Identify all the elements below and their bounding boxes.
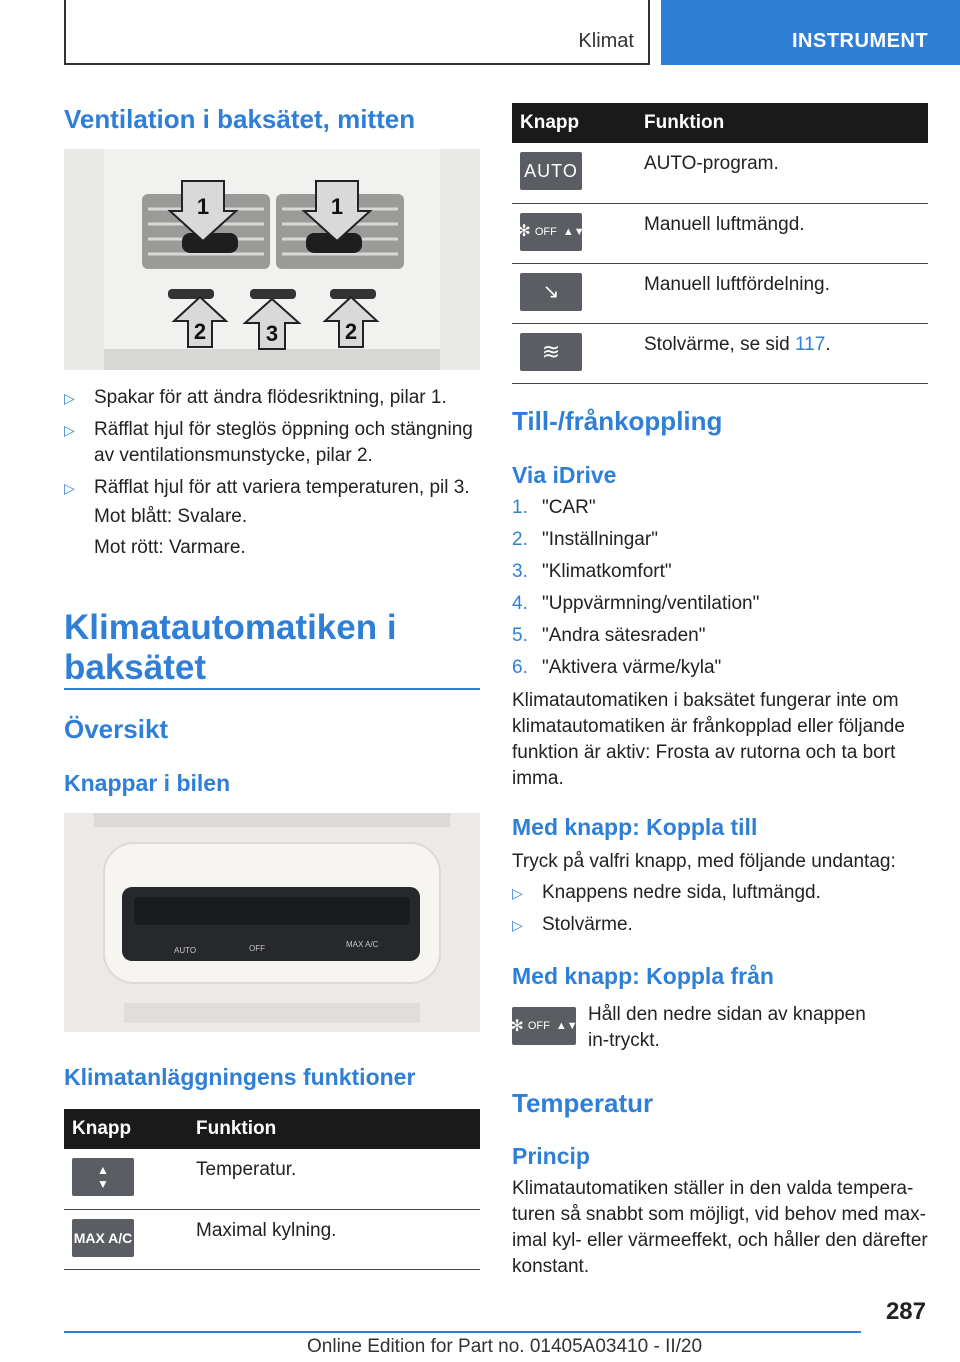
onoff-paragraph: Klimatautomatiken i baksätet fungerar inte om klimatautomatiken är frånkopplad eller följande funktion är aktiv: Frosta av rutorna och ta bort imma. xyxy=(512,690,905,789)
heading-temperature: Temperatur xyxy=(512,1088,654,1118)
function-text: Maximal kylning. xyxy=(188,1209,480,1269)
switch-off-text: Håll den nedre sidan av knappen in-tryckt. xyxy=(588,1004,866,1051)
vent-bullet-list xyxy=(64,385,480,507)
switch-on-text: Tryck på valfri knapp, med följande undantag: xyxy=(512,851,896,872)
fan-off-icon: ✻ OFF ▲▼ xyxy=(520,213,582,251)
fan-off-icon: ✻ OFF ▲▼ xyxy=(512,1007,576,1045)
arrow-label-3: 3 xyxy=(265,321,279,346)
heading-switch-off: Med knapp: Koppla från xyxy=(512,963,774,989)
auto-icon: AUTO xyxy=(520,152,582,190)
section-title: Klimat xyxy=(578,30,634,52)
functions-table-left xyxy=(64,1109,480,1270)
triangle-bullet-icon: ▷ xyxy=(512,885,523,901)
list-item: ▷ Spakar för att ändra flödesriktning, pilar 1. xyxy=(64,385,480,411)
list-item: 3. "Klimatkomfort" xyxy=(512,561,672,582)
note-cooler: Mot blått: Svalare. xyxy=(94,506,248,527)
table-row xyxy=(64,1149,480,1209)
list-item: 4. "Uppvärmning/ventilation" xyxy=(512,593,760,614)
list-item: 1. "CAR" xyxy=(512,497,596,518)
heading-overview: Översikt xyxy=(64,714,169,744)
tab-instrument[interactable]: INSTRUMENT xyxy=(661,0,960,65)
functions-table-right xyxy=(512,103,928,384)
heading-principle: Princip xyxy=(512,1143,590,1169)
page-number: 287 xyxy=(885,1298,926,1325)
seat-heating-icon: ≋ xyxy=(520,333,582,371)
function-text: Manuell luftfördelning. xyxy=(636,263,928,323)
list-item: ▷ Knappens nedre sida, luftmängd. xyxy=(512,880,928,906)
panel-label-off: OFF xyxy=(249,944,265,953)
col-header-function: Funktion xyxy=(636,103,928,143)
col-header-button: Knapp xyxy=(512,103,636,143)
list-item: 2. "Inställningar" xyxy=(512,529,658,550)
list-item: ▷ Stolvärme. xyxy=(512,912,928,938)
climate-panel-image xyxy=(64,813,480,1032)
function-text: AUTO-program. xyxy=(636,143,928,203)
col-header-function: Funktion xyxy=(188,1109,480,1149)
edition-footer: Online Edition for Part no. 01405A03410 - II/20 xyxy=(307,1336,703,1357)
arrow-label-2a: 2 xyxy=(193,319,207,344)
note-warmer: Mot rött: Varmare. xyxy=(94,537,246,558)
table-row xyxy=(64,1209,480,1269)
triangle-bullet-icon: ▷ xyxy=(64,480,75,496)
chapter-rule xyxy=(64,688,480,690)
function-text: Manuell luftmängd. xyxy=(636,203,928,263)
heading-buttons: Knappar i bilen xyxy=(64,770,231,796)
function-text: Stolvärme, se sid 117. xyxy=(636,323,928,383)
max-ac-icon: MAX A/C xyxy=(72,1219,134,1257)
list-item: 6. "Aktivera värme/kyla" xyxy=(512,657,722,678)
heading-switch-on: Med knapp: Koppla till xyxy=(512,814,758,840)
list-item: ▷ Räfflat hjul för att variera temperaturen, pil 3. xyxy=(64,475,480,501)
table-row xyxy=(512,203,928,263)
idrive-steps xyxy=(512,495,928,687)
col-header-button: Knapp xyxy=(64,1109,188,1149)
list-item: ▷ Räfflat hjul för steglös öppning och stängning av ventilationsmunstycke, pilar 2. xyxy=(64,419,473,466)
list-item: 5. "Andra sätesraden" xyxy=(512,625,706,646)
arrow-label-1a: 1 xyxy=(196,194,210,219)
table-row xyxy=(512,263,928,323)
principle-text: Klimatautomatiken ställer in den valda tempera-turen så snabbt som möjligt, vid behov med max-imal kyl- eller värmeeffekt, och håller den därefter konstant. xyxy=(512,1178,928,1277)
heading-ventilation: Ventilation i baksätet, mitten xyxy=(64,104,416,134)
heading-onoff: Till-/frånkoppling xyxy=(512,406,723,436)
panel-label-auto: AUTO xyxy=(174,946,197,955)
footer-rule xyxy=(64,1331,861,1333)
temperature-updown-icon: ▲ ▼ xyxy=(72,1158,134,1196)
triangle-bullet-icon: ▷ xyxy=(64,422,75,438)
triangle-bullet-icon: ▷ xyxy=(64,390,75,406)
table-row xyxy=(512,323,928,383)
triangle-bullet-icon: ▷ xyxy=(512,917,523,933)
function-text: Temperatur. xyxy=(188,1149,480,1209)
arrow-label-1b: 1 xyxy=(330,194,344,219)
chapter-title: Klimatautomatiken i baksätet xyxy=(64,608,397,687)
air-distribution-icon: ↘ xyxy=(520,273,582,311)
heading-functions: Klimatanläggningens funktioner xyxy=(64,1064,416,1090)
panel-label-max: MAX A/C xyxy=(346,940,379,949)
switch-on-bullets xyxy=(512,880,928,944)
heading-idrive: Via iDrive xyxy=(512,462,617,488)
header-frame xyxy=(64,0,650,65)
page-ref-link[interactable]: 117 xyxy=(795,333,826,355)
arrow-label-2b: 2 xyxy=(344,319,358,344)
rear-vent-image xyxy=(64,149,480,370)
table-row xyxy=(512,143,928,203)
